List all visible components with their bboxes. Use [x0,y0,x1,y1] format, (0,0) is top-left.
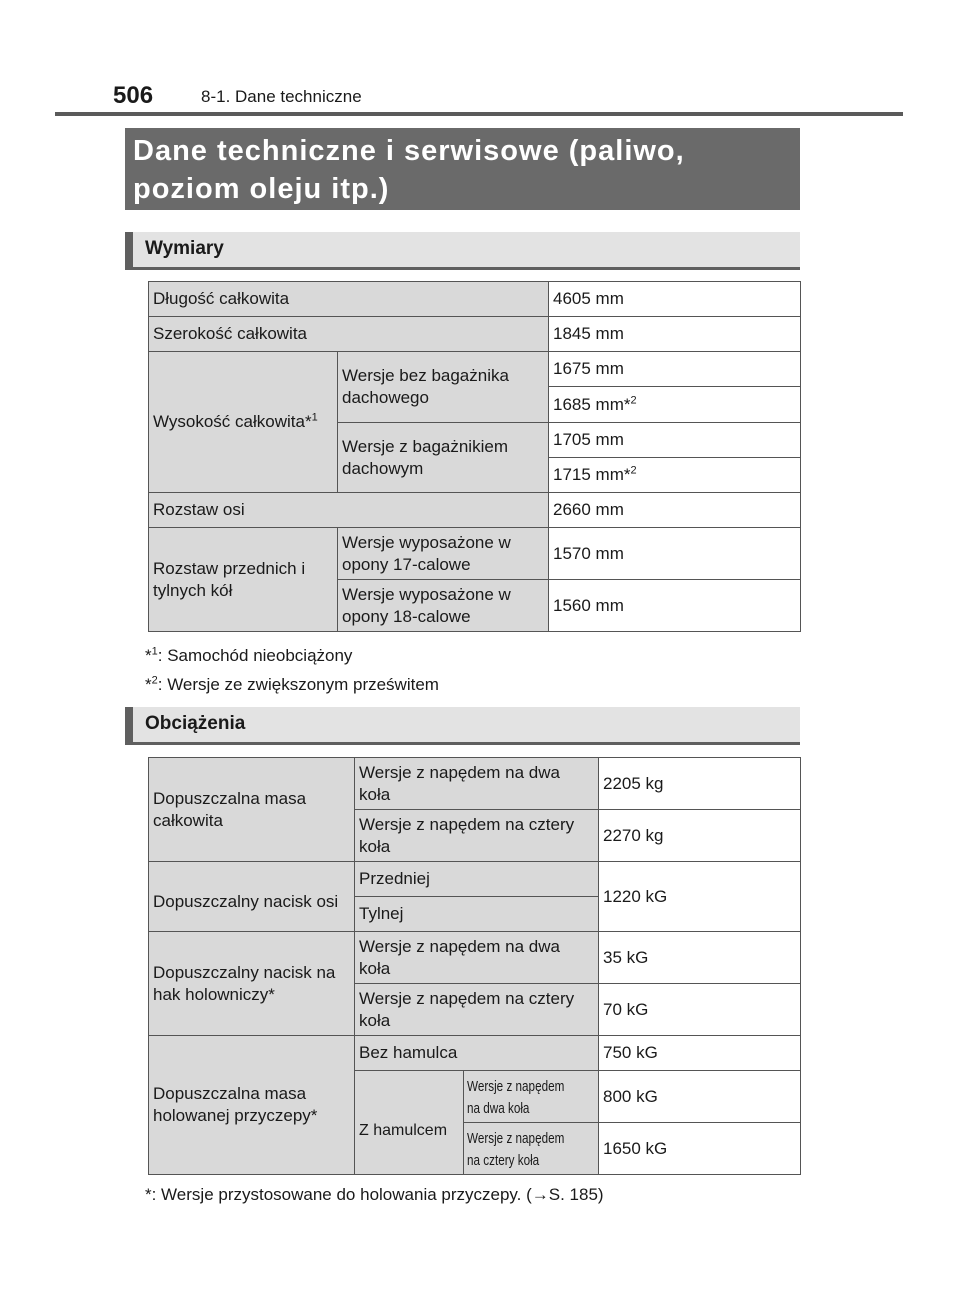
footnote-2-sup: 2 [151,674,158,687]
axle-value: 1220 kG [599,862,801,932]
section-heading-text: Wymiary [145,238,224,259]
table-row [149,528,801,580]
hitch-4wd-value: 70 kG [599,984,801,1036]
section-heading-loads [125,707,800,745]
length-value: 4605 mm [549,282,801,317]
height-footnote-mark: 1 [311,411,318,424]
table-row [149,282,801,317]
rack-footnote-mark: 2 [630,464,637,477]
table-row [149,932,801,984]
track-17-label: Wersje wyposażone w opony 17-calowe [338,528,549,580]
footnote-1 [145,646,352,666]
axle-front-label: Przedniej [355,862,599,897]
table-row [149,758,801,810]
brake-2wd-line-2: na dwa koła [467,1099,530,1117]
with-brake-label: Z hamulcem [355,1071,464,1175]
rack-value-1: 1705 mm [549,423,801,458]
table-row [149,1036,801,1071]
brake-4wd-label [464,1123,599,1175]
wheelbase-label: Rozstaw osi [149,493,549,528]
rack-label: Wersje z bagażnikiem dachowym [338,423,549,493]
axle-label: Dopuszczalny nacisk osi [149,862,355,932]
brake-4wd-line-1: Wersje z napędem [467,1129,565,1147]
hitch-2wd-value: 35 kG [599,932,801,984]
page-header [113,78,903,112]
table-row [149,317,801,352]
no-rack-value-2-cell [549,387,801,423]
gvm-label: Dopuszczalna masa całkowita [149,758,355,862]
width-label: Szerokość całkowita [149,317,549,352]
brake-2wd-label [464,1071,599,1123]
hitch-4wd-label: Wersje z napędem na cztery koła [355,984,599,1036]
track-17-value: 1570 mm [549,528,801,580]
section-reference: 8-1. Dane techniczne [201,87,362,106]
dimensions-table [148,281,801,632]
track-18-value: 1560 mm [549,580,801,632]
no-rack-label: Wersje bez bagażnika dachowego [338,352,549,423]
axle-rear-label: Tylnej [355,897,599,932]
loads-table [148,757,801,1175]
footnote-2-mark: * [145,675,152,694]
brake-2wd-line-1: Wersje z napędem [467,1077,565,1095]
page-number: 506 [113,82,154,109]
brake-4wd-line-2: na cztery koła [467,1151,540,1169]
footnote-1-text: : Samochód nieobciążony [157,646,353,665]
brake-4wd-value: 1650 kG [599,1123,801,1175]
height-label-cell [149,352,338,493]
no-rack-value-1: 1675 mm [549,352,801,387]
footnote-1-sup: 1 [151,645,158,658]
width-value: 1845 mm [549,317,801,352]
track-18-label: Wersje wyposażone w opony 18-calowe [338,580,549,632]
loads-footnote: *: Wersje przystosowane do holowania przyczepy. (→S. 185) [145,1185,604,1204]
hitch-2wd-label: Wersje z napędem na dwa koła [355,932,599,984]
title-line-1: Dane techniczne i serwisowe (paliwo, [133,135,685,167]
table-row [149,862,801,897]
table-row [149,352,801,387]
footnote-1-mark: * [145,646,152,665]
gvm-4wd-label: Wersje z napędem na cztery koła [355,810,599,862]
gvm-4wd-value: 2270 kg [599,810,801,862]
header-rule [55,112,903,116]
gvm-2wd-value: 2205 kg [599,758,801,810]
no-rack-footnote-mark: 2 [630,393,637,406]
trailer-label: Dopuszczalna masa holowanej przyczepy* [149,1036,355,1175]
footnote-2 [145,675,439,695]
hitch-label: Dopuszczalny nacisk na hak holowniczy* [149,932,355,1036]
no-rack-value-2: 1685 mm* [553,394,631,414]
section-heading-text: Obciążenia [145,713,246,734]
wheelbase-value: 2660 mm [549,493,801,528]
no-brake-label: Bez hamulca [355,1036,599,1071]
footnote-2-text: : Wersje ze zwiększonym prześwitem [157,675,439,694]
page-title [125,128,800,210]
brake-2wd-value: 800 kG [599,1071,801,1123]
height-label: Wysokość całkowita* [153,412,312,431]
rack-value-2: 1715 mm* [553,465,631,484]
gvm-2wd-label: Wersje z napędem na dwa koła [355,758,599,810]
table-row [149,493,801,528]
track-label: Rozstaw przednich i tylnych kół [149,528,338,632]
title-line-2: poziom oleju itp.) [133,173,390,205]
no-brake-value: 750 kG [599,1036,801,1071]
section-heading-dimensions [125,232,800,270]
length-label: Długość całkowita [149,282,549,317]
rack-value-2-cell [549,458,801,493]
